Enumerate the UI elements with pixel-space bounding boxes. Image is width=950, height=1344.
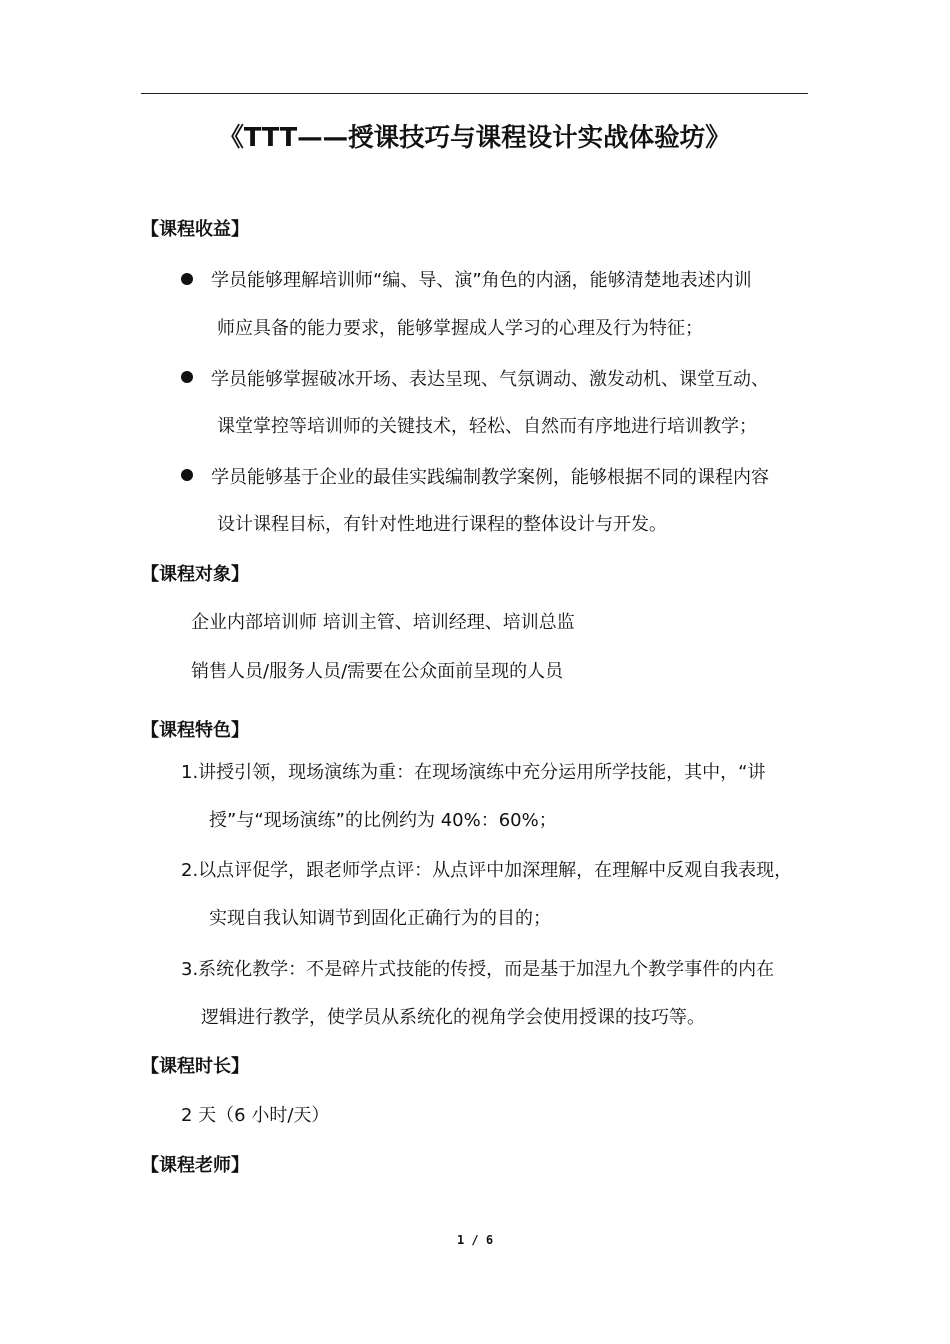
feature-item-3-line-2: 逻辑进行教学，使学员从系统化的视角学会使用授课的技巧等。 [201, 1007, 705, 1028]
benefit-item-1-line-2: 师应具备的能力要求，能够掌握成人学习的心理及行为特征； [217, 318, 703, 339]
benefit-item-1-line-1: 学员能够理解培训师“编、导、演”角色的内涵，能够清楚地表述内训 [211, 270, 752, 291]
duration-text: 2 天（6 小时/天） [181, 1105, 330, 1126]
bullet-icon [181, 469, 193, 481]
page-indicator: 1 / 6 [456, 1233, 494, 1247]
section-heading-duration: 【课程时长】 [141, 1056, 249, 1077]
section-heading-audience: 【课程对象】 [141, 564, 249, 585]
benefit-item-3-line-2: 设计课程目标，有针对性地进行课程的整体设计与开发。 [217, 514, 667, 535]
feature-item-2-line-1: 2.以点评促学，跟老师学点评：从点评中加深理解，在理解中反观自我表现， [181, 860, 793, 881]
document-title: 《TTT——授课技巧与课程设计实战体验坊》 [218, 123, 731, 153]
benefit-item-3-line-1: 学员能够基于企业的最佳实践编制教学案例，能够根据不同的课程内容 [211, 467, 769, 488]
feature-item-2-line-2: 实现自我认知调节到固化正确行为的目的； [209, 908, 551, 929]
benefit-item-2-line-2: 课堂掌控等培训师的关键技术，轻松、自然而有序地进行培训教学； [217, 416, 757, 437]
feature-item-3-line-1: 3.系统化教学：不是碎片式技能的传授，而是基于加涅九个教学事件的内在 [181, 959, 775, 980]
section-heading-benefits: 【课程收益】 [141, 219, 249, 240]
bullet-icon [181, 273, 193, 285]
feature-item-1-line-2: 授”与“现场演练”的比例约为 40%：60%； [209, 810, 557, 831]
section-heading-teacher: 【课程老师】 [141, 1155, 249, 1176]
bullet-icon [181, 371, 193, 383]
header-rule [141, 93, 808, 94]
benefit-item-2-line-1: 学员能够掌握破冰开场、表达呈现、气氛调动、激发动机、课堂互动、 [211, 369, 769, 390]
audience-line-1: 企业内部培训师 培训主管、培训经理、培训总监 [191, 612, 575, 633]
section-heading-features: 【课程特色】 [141, 720, 249, 741]
feature-item-1-line-1: 1.讲授引领，现场演练为重：在现场演练中充分运用所学技能，其中，“讲 [181, 762, 766, 783]
audience-line-2: 销售人员/服务人员/需要在公众面前呈现的人员 [191, 661, 564, 682]
